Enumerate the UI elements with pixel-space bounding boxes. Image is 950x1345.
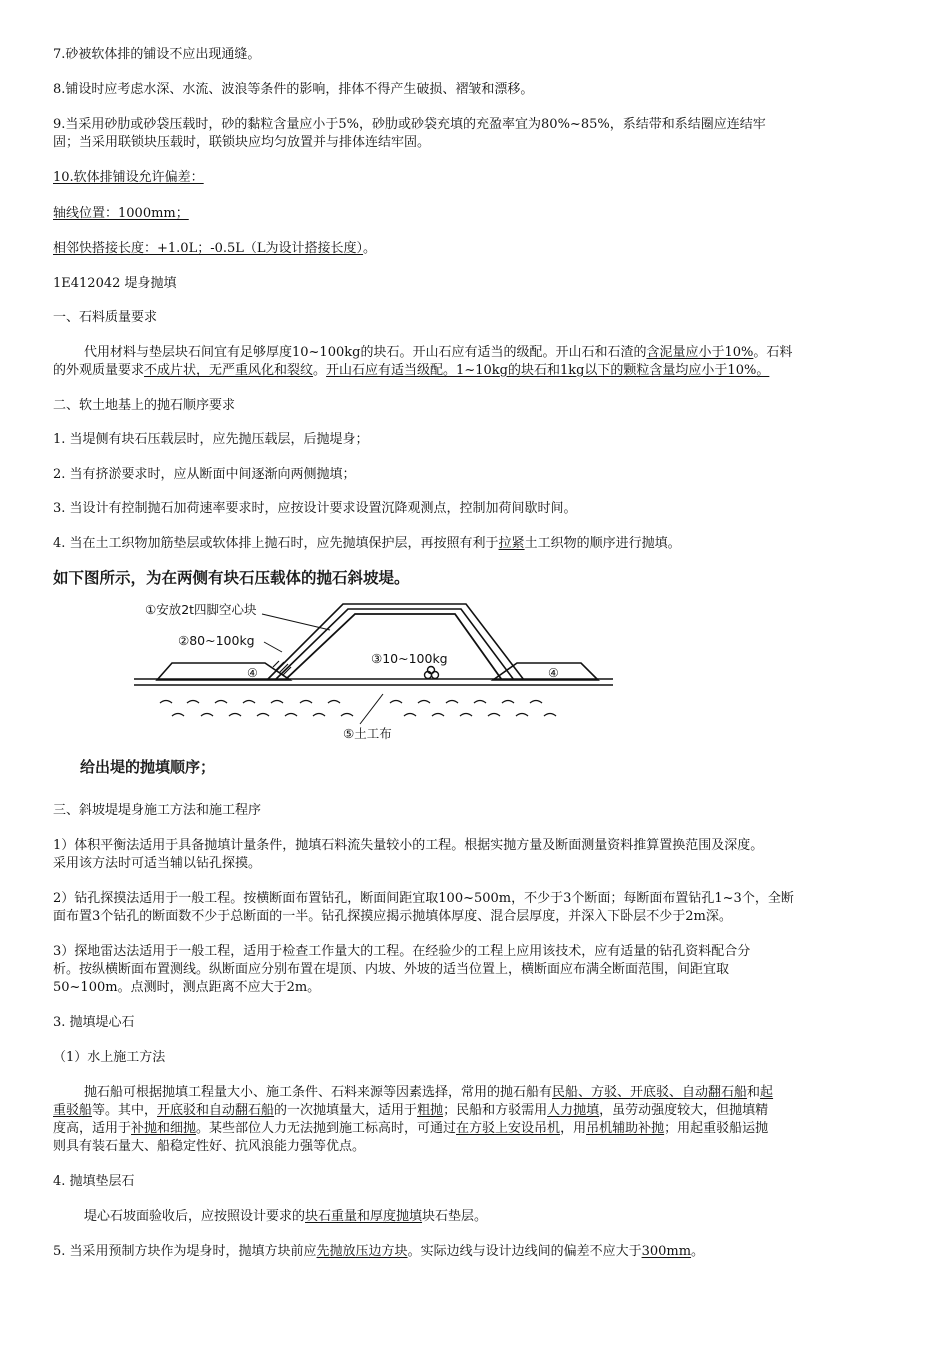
axis-tolerance <box>53 205 903 222</box>
boat-text-d: ；民船和方驳需用 <box>443 1103 548 1118</box>
quality-line1 <box>53 344 903 361</box>
lap-tolerance-end: 。 <box>363 241 377 256</box>
boat-and: 和 <box>747 1085 761 1100</box>
block-edge-first: 先抛放压边方块 <box>316 1244 408 1259</box>
quality-text-a: 代用材料与垫层块石间宜有足够厚度10~100kg的块石。开山石应有适当的级配。开山石和石渣的 <box>84 345 647 360</box>
boat-rough-throw: 粗抛 <box>417 1103 444 1118</box>
label-berm-left: ④ <box>247 666 258 680</box>
quality-appearance: 不成片状，无严重风化和裂纹 <box>144 363 314 378</box>
bed-weight-thickness: 块石重量和厚度抛填 <box>305 1209 423 1224</box>
quality-text-b: 。石料 <box>753 345 793 360</box>
boat-crane-part2: 重驳船 <box>53 1103 93 1118</box>
method-1-line1: 1）体积平衡法适用于具备抛填计量条件，抛填石料流失量较小的工程。根据实抛方量及断面测量资料推算置换范围及深度。 <box>53 838 764 853</box>
item-9-line1: 9.当采用砂肋或砂袋压载时，砂的黏粒含量应小于5%，砂肋或砂袋充填的充盈率宜为80%~85%，系结带和系结圈应连结牢 <box>53 117 766 132</box>
figure-question: 给出堤的抛填顺序； <box>80 758 216 776</box>
order-1: 1. 当堤侧有块石压载层时，应先抛压载层，后抛堤身； <box>53 432 369 447</box>
label-armor-block: ①安放2t四脚空心块 <box>145 602 257 617</box>
label-berm-right: ④ <box>548 666 559 680</box>
boat-line2 <box>53 1102 903 1119</box>
order-4-text-b: 土工织物的顺序进行抛填。 <box>524 536 681 551</box>
berm-right-shape <box>493 663 598 680</box>
boat-line3 <box>53 1120 903 1137</box>
method-3-line3: 50~100m。点测时，测点距离不应大于2m。 <box>53 980 321 995</box>
quality-mud-content: 含泥量应小于10% <box>646 345 754 360</box>
heading-bed-stone: 4. 抛填垫层石 <box>53 1174 135 1189</box>
order-4-tighten: 拉紧 <box>498 536 525 551</box>
boat-crane-assist: 吊机辅助补抛 <box>586 1121 665 1136</box>
boat-crane-install: 在方驳上安设吊机 <box>456 1121 561 1136</box>
bed-text-b: 块石垫层。 <box>422 1209 488 1224</box>
boat-line4: 则具有装石量大、船稳定性好、抗风浪能力强等优点。 <box>53 1139 366 1154</box>
boat-text-b: 等。其中， <box>92 1103 158 1118</box>
boat-text-e: ，虽劳动强度较大，但抛填精 <box>599 1103 769 1118</box>
block-deviation: 300mm <box>641 1244 692 1259</box>
method-3-line2: 析。按纵横断面布置测线。纵断面应分别布置在堤顶、内坡、外坡的适当位置上，横断面应布满全断面范围，间距宜取 <box>53 962 730 977</box>
precast-block-text <box>53 1243 903 1260</box>
order-3: 3. 当设计有控制抛石加荷速率要求时，应按设计要求设置沉降观测点，控制加荷间歇时间。 <box>53 501 577 516</box>
block-text-c: 。 <box>691 1244 705 1259</box>
water-wave-row1 <box>160 701 542 704</box>
order-2: 2. 当有挤淤要求时，应从断面中间逐渐向两侧抛填； <box>53 467 356 482</box>
boat-crane-part1: 起 <box>760 1085 774 1100</box>
boat-text-a: 抛石船可根据抛填工程量大小、施工条件、石料来源等因素选择，常用的抛石船有 <box>84 1085 553 1100</box>
boat-text-f: 度高，适用于 <box>53 1121 132 1136</box>
boat-text-g: 。某些部位人力无法抛到施工标高时，可通过 <box>196 1121 457 1136</box>
heading-water-method: （1）水上施工方法 <box>53 1050 166 1065</box>
method-2-line2: 面布置3个钻孔的断面数不少于总断面的一半。钻孔探摸应揭示抛填体厚度、混合层厚度，并深入下卧层不少于2m深。 <box>53 909 732 924</box>
boat-text-i: ；用起重驳船运抛 <box>664 1121 769 1136</box>
boat-fine-throw: 补抛和细抛 <box>131 1121 197 1136</box>
boat-text-h: ，用 <box>560 1121 587 1136</box>
label-core-stone: ③10~100kg <box>371 651 448 666</box>
block-text-b: 。实际边线与设计边线间的偏差不应大于 <box>407 1244 642 1259</box>
lap-tolerance <box>53 240 903 257</box>
heading-core-stone: 3. 抛填堤心石 <box>53 1015 135 1030</box>
quality-text-c: 的外观质量要求 <box>53 363 145 378</box>
item-10 <box>53 169 903 186</box>
bed-stone-text <box>53 1208 903 1225</box>
item-8: 8.铺设时应考虑水深、水流、波浪等条件的影响，排体不得产生破损、褶皱和漂移。 <box>53 82 534 97</box>
heading-stone-quality: 一、石料质量要求 <box>53 310 158 325</box>
order-4 <box>53 535 903 552</box>
method-1-line2: 采用该方法时可适当辅以钻孔探摸。 <box>53 856 262 871</box>
item-7: 7.砂被软体排的铺设不应出现通缝。 <box>53 47 261 62</box>
label1-leader <box>262 614 330 630</box>
boat-types: 民船、方驳、开底驳、自动翻石船 <box>552 1085 748 1100</box>
boat-line1 <box>53 1084 903 1101</box>
quality-text-d: 。 <box>313 363 327 378</box>
heading-methods: 三、斜坡堤堤身施工方法和施工程序 <box>53 803 262 818</box>
order-4-text-a: 4. 当在土工织物加筋垫层或软体排上抛石时，应先抛填保护层，再按照有利于 <box>53 536 499 551</box>
method-3-line1: 3）探地雷达法适用于一般工程，适用于检查工作量大的工程。在经验少的工程上应用该技术，应有适量的钻孔资料配合分 <box>53 944 751 959</box>
figure-heading: 如下图所示，为在两侧有块石压载体的抛石斜坡堤。 <box>53 569 410 587</box>
label2-leader <box>264 642 282 652</box>
method-2-line1: 2）钻孔探摸法适用于一般工程。按横断面布置钻孔，断面间距宜取100~500m，不少于3个断面；每断面布置钻孔1~3个，全断 <box>53 891 794 906</box>
embankment-diagram <box>0 590 950 750</box>
label-cushion-stone: ②80~100kg <box>178 633 255 648</box>
heading-throw-order: 二、软土地基上的抛石顺序要求 <box>53 398 236 413</box>
boat-text-c: 的一次抛填量大，适用于 <box>274 1103 418 1118</box>
lap-tolerance-text: 相邻快搭接长度：+1.0L；-0.5L（L为设计搭接长度） <box>53 241 364 256</box>
boat-manual-throw: 人力抛填 <box>547 1103 600 1118</box>
bed-text-a: 堤心石坡面验收后，应按照设计要求的 <box>84 1209 306 1224</box>
quality-line2 <box>53 362 903 379</box>
label-geotextile: ⑤土工布 <box>343 726 392 741</box>
item-9-line2: 固；当采用联锁块压载时，联锁块应均匀放置并与排体连结牢固。 <box>53 135 431 150</box>
axis-tolerance-text: 轴线位置：1000mm； <box>53 206 189 221</box>
label5-leader <box>360 694 383 724</box>
block-text-a: 5. 当采用预制方块作为堤身时，抛填方块前应 <box>53 1244 317 1259</box>
section-code-heading: 1E412042 堤身抛填 <box>53 276 177 291</box>
water-wave-row2 <box>172 714 556 717</box>
boat-open-bottom: 开底驳和自动翻石船 <box>157 1103 275 1118</box>
quality-grading: 开山石应有适当级配。1~10kg的块石和1kg以下的颗粒含量均应小于10%。 <box>326 363 770 378</box>
item-10-text: 10.软体排铺设允许偏差： <box>53 170 204 185</box>
embankment-core-shape <box>285 614 502 680</box>
